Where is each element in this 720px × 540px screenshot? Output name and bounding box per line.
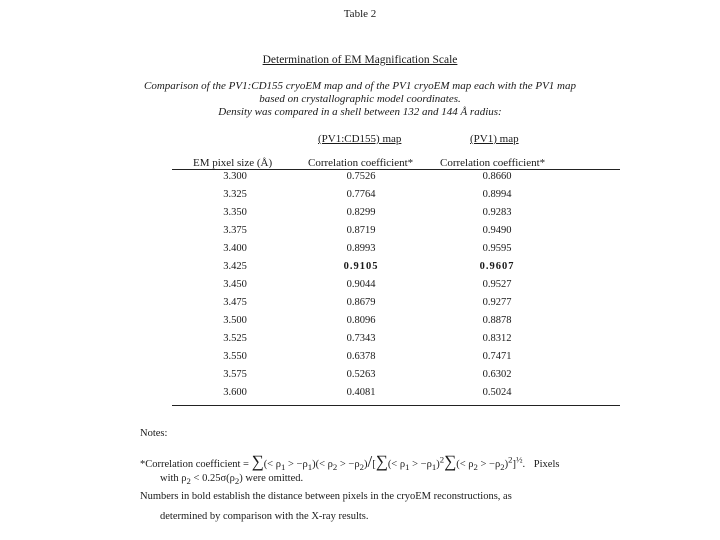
cell-cc-pv1-cd155: 0.8719 [346, 225, 376, 236]
cell-pixel-size: 3.525 [223, 333, 247, 344]
cell-pixel-size: 3.350 [223, 207, 247, 218]
column-header-pixel-size: EM pixel size (Å) [193, 157, 273, 169]
table-label: Table 2 [343, 8, 377, 20]
omitted-note: with $\rho_2 < 0.25\sigma(\rho_2)$ were omitted. [160, 473, 304, 487]
table-title: Determination of EM Magnification Scale [262, 54, 458, 66]
cell-cc-pv1-cd155: 0.7764 [346, 189, 376, 200]
bold-note-line-1: Numbers in bold establish the distance between pixels in the cryoEM reconstructions, as [140, 491, 512, 502]
cell-cc-pv1-cd155: 0.5263 [346, 369, 376, 380]
footer-rule [172, 405, 620, 406]
notes-heading: Notes: [140, 428, 168, 439]
cell-cc-pv1: 0.7471 [482, 351, 512, 362]
cell-pixel-size: 3.300 [223, 171, 247, 182]
cell-pixel-size: 3.375 [223, 225, 247, 236]
cell-cc-pv1-cd155: 0.8096 [346, 315, 376, 326]
correlation-formula: *Correlation coefficient = ∑(< $\rho_1 > -\rho_1)(< \rho_2 > -\rho_2)/[\sum(< \rho_1 > -\rho_1)^2\sum(< \rho_2 > -\rho_2)^2]^{\frac{1}{2}}$. Pixels [140, 452, 560, 473]
cell-cc-pv1-cd155: 0.8993 [346, 243, 376, 254]
cell-pixel-size: 3.400 [223, 243, 247, 254]
column-header-cc-pv1-cd155: Correlation coefficient* [308, 157, 414, 169]
cell-cc-pv1: 0.8878 [482, 315, 512, 326]
cell-cc-pv1: 0.9527 [482, 279, 512, 290]
cell-cc-pv1: 0.8312 [482, 333, 512, 344]
column-header-cc-pv1: Correlation coefficient* [440, 157, 546, 169]
bold-note-line-2: determined by comparison with the X-ray results. [160, 511, 369, 522]
cell-cc-pv1-cd155: 0.9105 [343, 261, 379, 272]
cell-cc-pv1-cd155: 0.8299 [346, 207, 376, 218]
cell-cc-pv1-cd155: 0.7526 [346, 171, 376, 182]
description-line-3: Density was compared in a shell between 132 and 144 Å radius: [218, 106, 502, 118]
cell-pixel-size: 3.550 [223, 351, 247, 362]
cell-cc-pv1: 0.8660 [482, 171, 512, 182]
cell-cc-pv1: 0.9595 [482, 243, 512, 254]
formula-tail: Pixels [533, 459, 560, 470]
cell-cc-pv1: 0.9283 [482, 207, 512, 218]
cell-cc-pv1: 0.8994 [482, 189, 512, 200]
formula-label: *Correlation coefficient = [140, 459, 249, 470]
cell-cc-pv1-cd155: 0.8679 [346, 297, 376, 308]
group-header-pv1-cd155: (PV1:CD155) map [318, 133, 402, 145]
cell-pixel-size: 3.575 [223, 369, 247, 380]
cell-cc-pv1: 0.5024 [482, 387, 512, 398]
cell-cc-pv1: 0.6302 [482, 369, 512, 380]
cell-cc-pv1-cd155: 0.9044 [346, 279, 376, 290]
cell-pixel-size: 3.475 [223, 297, 247, 308]
cell-pixel-size: 3.500 [223, 315, 247, 326]
cell-cc-pv1-cd155: 0.6378 [346, 351, 376, 362]
cell-pixel-size: 3.325 [223, 189, 247, 200]
cell-cc-pv1-cd155: 0.4081 [346, 387, 376, 398]
cell-pixel-size: 3.425 [223, 261, 247, 272]
cell-pixel-size: 3.600 [223, 387, 247, 398]
description-line-1: Comparison of the PV1:CD155 cryoEM map and of the PV1 cryoEM map each with the PV1 map [144, 80, 576, 92]
cell-cc-pv1: 0.9607 [479, 261, 515, 272]
cell-cc-pv1-cd155: 0.7343 [346, 333, 376, 344]
cell-cc-pv1: 0.9490 [482, 225, 512, 236]
group-header-pv1: (PV1) map [470, 133, 519, 145]
cell-pixel-size: 3.450 [223, 279, 247, 290]
header-rule [172, 169, 620, 170]
cell-cc-pv1: 0.9277 [482, 297, 512, 308]
description-line-2: based on crystallographic model coordinates. [259, 93, 461, 105]
